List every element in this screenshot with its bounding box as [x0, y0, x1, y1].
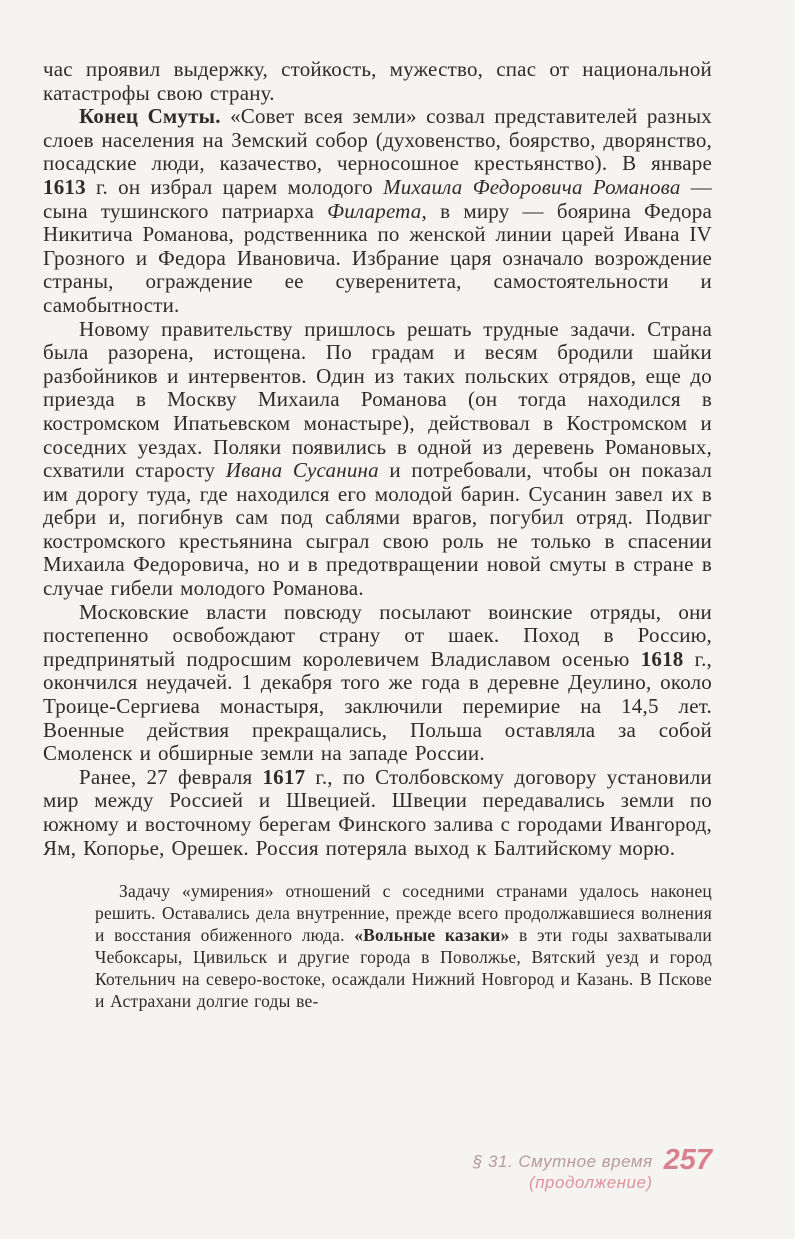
text-segment: Михаила Федоровича Романова [383, 174, 681, 199]
text-segment: г., окончился неудачей. 1 декабря того же года в деревне Деулино, около Троице-Сергиева монастыря, заключили перемирие на 14,5 лет. Военные действия прекращались, Польша оставляла за собой Смоленск и обширные земли на западе России. [43, 646, 712, 766]
paragraph [43, 601, 712, 766]
text-segment: Филарета [327, 198, 422, 223]
text-segment: 1613 [43, 174, 86, 199]
text-segment: г., по Столбовскому договору установили мир между Россией и Швецией. Швеции передавались земли по южному и восточному берегам Финского залива с городами Ивангород, Ям, Копорье, Орешек. Россия потеряла выход к Балтийскому морю. [43, 764, 712, 860]
page-number: 257 [663, 1144, 712, 1176]
paragraph [43, 766, 712, 860]
text-segment: и потребовали, чтобы он показал им дорогу туда, где находился его молодой барин. Сусанин завел их в дебри и, погибнув сам под саблями врагов, погубил отряд. Подвиг костромского крестьянина сыграл свою роль не только в спасении Михаила Федоровича, но и в предотвращении новой смуты в стране в случае гибели молодого Романова. [43, 458, 713, 601]
text-segment: 1617 [262, 764, 306, 789]
text-segment: Конец Смуты. [79, 104, 221, 129]
section-title: § 31. Смутное время [472, 1152, 653, 1171]
text-segment: Ранее, 27 февраля [79, 764, 263, 789]
text-segment: в эти годы захватывали Чебоксары, Цивильск и другие города в Поволжье, Вятский уезд и город Котельнич на северо-востоке, осаждали Нижний Новгород и Казань. В Пскове и Астрахани долгие годы ве- [95, 925, 712, 1012]
text-segment: Ивана Сусанина [225, 458, 379, 483]
paragraph [43, 58, 712, 105]
paragraph [95, 880, 712, 1012]
section-subtitle: (продолжение) [529, 1173, 653, 1192]
text-segment: , в миру — боярина Федора Никитича Романова, родственника по женской линии царей Ивана IV Грозного и Федора Ивановича. Избрание царя означало возрождение страны, ограждение ее суверенитета, самостоятельности и самобытности. [43, 198, 712, 317]
text-segment: час проявил выдержку, стойкость, мужество, спас от национальной катастрофы свою страну. [43, 57, 712, 105]
paragraph [43, 318, 712, 601]
text-segment: 1618 [640, 646, 684, 671]
paragraph [43, 105, 712, 317]
section-heading [473, 1151, 653, 1193]
text-segment: «Совет всея земли» созвал представителей разных слоев населения на Земский собор (духовенство, боярство, дворянство, посадские люди, казачество, черносошное крестьянство). В январе [43, 104, 712, 176]
text-segment: — сына тушинского патриарха [43, 174, 712, 223]
text-segment: «Вольные казаки» [354, 925, 510, 946]
text-segment: Задачу «умирения» отношений с соседними странами удалось наконец решить. Оставались дела внутренние, прежде всего продолжавшиеся волнения и восстания обиженного люда. [95, 881, 712, 946]
page-footer [472, 1144, 712, 1193]
text-segment: Московские власти повсюду посылают воинские отряды, они постепенно освобождают страну от шаек. Поход в Россию, предпринятый подросшим королевичем Владиславом осенью [43, 599, 712, 671]
page-text [43, 58, 712, 1012]
text-segment: Новому правительству пришлось решать трудные задачи. Страна была разорена, истощена. По градам и весям бродили шайки разбойников и интервентов. Один из таких польских отрядов, еще до приезда в Москву Михаила Романова (он тогда находился в костромском Ипатьевском монастыре), действовал в Костромском и соседних уездах. Поляки появились в одной из деревень Романовых, схватили старосту [43, 316, 712, 483]
text-segment: г. он избрал царем молодого [85, 174, 384, 199]
